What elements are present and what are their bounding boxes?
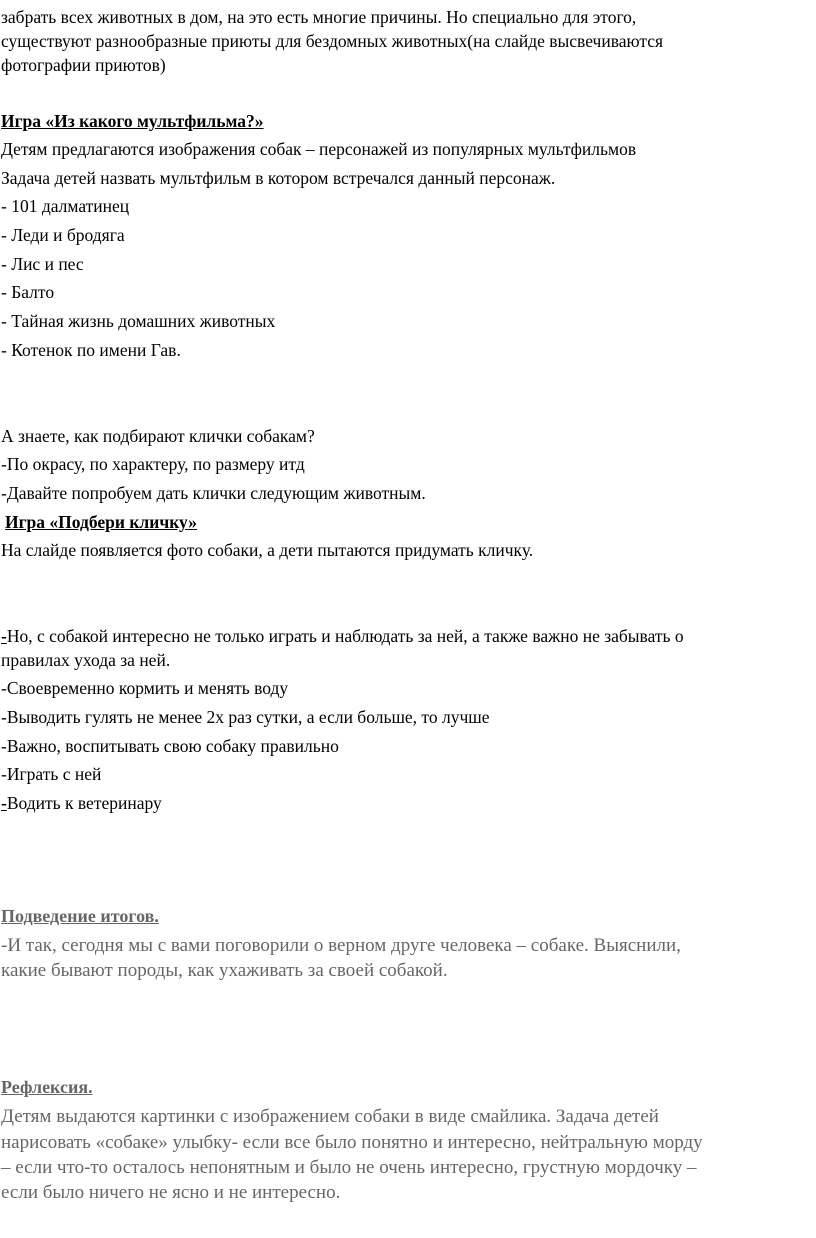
cartoon-list-item: - 101 далматинец <box>1 196 130 216</box>
game1-title: Игра «Из какого мультфильма?» <box>1 111 264 131</box>
care-list-item: -Выводить гулять не менее 2х раз сутки, а если больше, то лучше <box>1 707 490 727</box>
cartoon-list-item: - Леди и бродяга <box>1 225 125 245</box>
care-last-dash: - <box>1 793 7 813</box>
care-list-item: -Своевременно кормить и менять воду <box>1 678 289 698</box>
game1-task: Задача детей назвать мультфильм в котором встречался данный персонаж. <box>1 168 556 188</box>
summary-title: Подведение итогов. <box>1 906 159 926</box>
reflection-text: если было ничего не ясно и не интересно. <box>1 1182 341 1203</box>
summary-text: -И так, сегодня мы с вами поговорили о верном друге человека – собаке. Выяснили, <box>1 935 681 956</box>
intro-line: существуют разнообразные приюты для бездомных животных(на слайде высвечиваются <box>1 31 664 51</box>
summary-text: какие бывают породы, как ухаживать за своей собакой. <box>1 960 448 981</box>
cartoon-list-item: - Котенок по имени Гав. <box>1 340 181 360</box>
nicknames-prompt: -Давайте попробуем дать клички следующим животным. <box>1 483 426 503</box>
care-list-item: -Играть с ней <box>1 764 102 784</box>
nicknames-question: А знаете, как подбирают клички собакам? <box>1 426 315 446</box>
care-intro-dash: - <box>1 626 7 646</box>
cartoon-list-item: - Балто <box>1 282 55 302</box>
care-intro <box>1 625 684 647</box>
reflection-text: нарисовать «собаке» улыбку- если все было понятно и интересно, нейтральную морду <box>1 1132 703 1153</box>
game2-title: Игра «Подбери кличку» <box>5 512 197 532</box>
reflection-title: Рефлексия. <box>1 1077 93 1097</box>
reflection-text: Детям выдаются картинки с изображением собаки в виде смайлика. Задача детей <box>1 1106 659 1127</box>
cartoon-list-item: - Тайная жизнь домашних животных <box>1 311 276 331</box>
game1-description: Детям предлагаются изображения собак – персонажей из популярных мультфильмов <box>1 139 637 159</box>
care-list-item <box>1 792 162 814</box>
care-list-item: -Важно, воспитывать свою собаку правильно <box>1 736 339 756</box>
reflection-text: – если что-то осталось непонятным и было не очень интересно, грустную мордочку – <box>1 1157 697 1178</box>
care-intro-cont: правилах ухода за ней. <box>1 650 171 670</box>
nicknames-answer: -По окрасу, по характеру, по размеру итд <box>1 454 305 474</box>
cartoon-list-item: - Лис и пес <box>1 254 84 274</box>
intro-line: фотографии приютов) <box>1 55 166 75</box>
intro-line: забрать всех животных в дом, на это есть многие причины. Но специально для этого, <box>1 7 637 27</box>
care-intro-text: Но, с собакой интересно не только играть и наблюдать за ней, а также важно не забывать о <box>6 626 684 646</box>
care-last-text: Водить к ветеринару <box>6 793 162 813</box>
game2-description: На слайде появляется фото собаки, а дети пытаются придумать кличку. <box>1 540 534 560</box>
